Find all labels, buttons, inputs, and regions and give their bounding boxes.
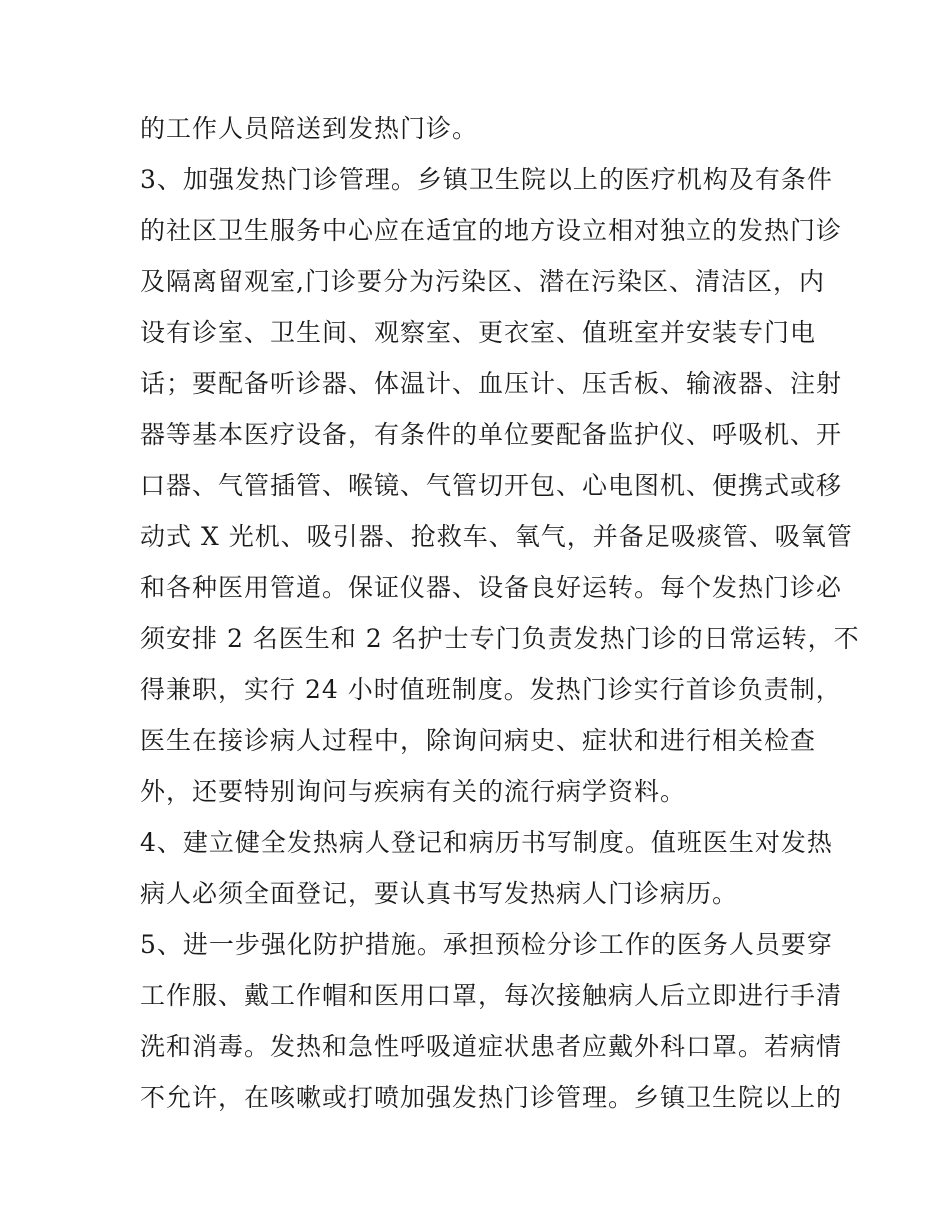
text-line: 病人必须全面登记，要认真书写发热病人门诊病历。 — [140, 879, 739, 908]
text-line: 的社区卫生服务中心应在适宜的地方设立相对独立的发热门诊 — [140, 216, 843, 245]
text-line: 医生在接诊病人过程中，除询问病史、症状和进行相关检查 — [140, 726, 817, 755]
text-line: 话；要配备听诊器、体温计、血压计、压舌板、输液器、注射 — [140, 369, 843, 398]
text-line: 和各种医用管道。保证仪器、设备良好运转。每个发热门诊必 — [140, 573, 843, 602]
text-line: 动式 X 光机、吸引器、抢救车、氧气，并备足吸痰管、吸氧管 — [140, 522, 853, 551]
text-line: 口器、气管插管、喉镜、气管切开包、心电图机、便携式或移 — [140, 471, 843, 500]
text-line: 器等基本医疗设备，有条件的单位要配备监护仪、呼吸机、开 — [140, 420, 843, 449]
text-line: 4、建立健全发热病人登记和病历书写制度。值班医生对发热 — [140, 828, 833, 857]
text-line: 设有诊室、卫生间、观察室、更衣室、值班室并安装专门电 — [140, 318, 817, 347]
text-line: 得兼职，实行 24 小时值班制度。发热门诊实行首诊负责制， — [140, 675, 842, 704]
text-line: 5、进一步强化防护措施。承担预检分诊工作的医务人员要穿 — [140, 930, 833, 959]
text-line: 不允许，在咳嗽或打喷加强发热门诊管理。乡镇卫生院以上的 — [140, 1083, 843, 1112]
text-line: 洗和消毒。发热和急性呼吸道症状患者应戴外科口罩。若病情 — [140, 1032, 843, 1061]
text-line: 的工作人员陪送到发热门诊。 — [140, 114, 479, 143]
text-line: 工作服、戴工作帽和医用口罩，每次接触病人后立即进行手清 — [140, 981, 843, 1010]
text-line: 须安排 2 名医生和 2 名护士专门负责发热门诊的日常运转，不 — [140, 624, 860, 653]
text-line: 3、加强发热门诊管理。乡镇卫生院以上的医疗机构及有条件 — [140, 165, 833, 194]
text-line: 外，还要特别询问与疾病有关的流行病学资料。 — [140, 777, 687, 806]
text-line: 及隔离留观室,门诊要分为污染区、潜在污染区、清洁区，内 — [140, 267, 825, 296]
